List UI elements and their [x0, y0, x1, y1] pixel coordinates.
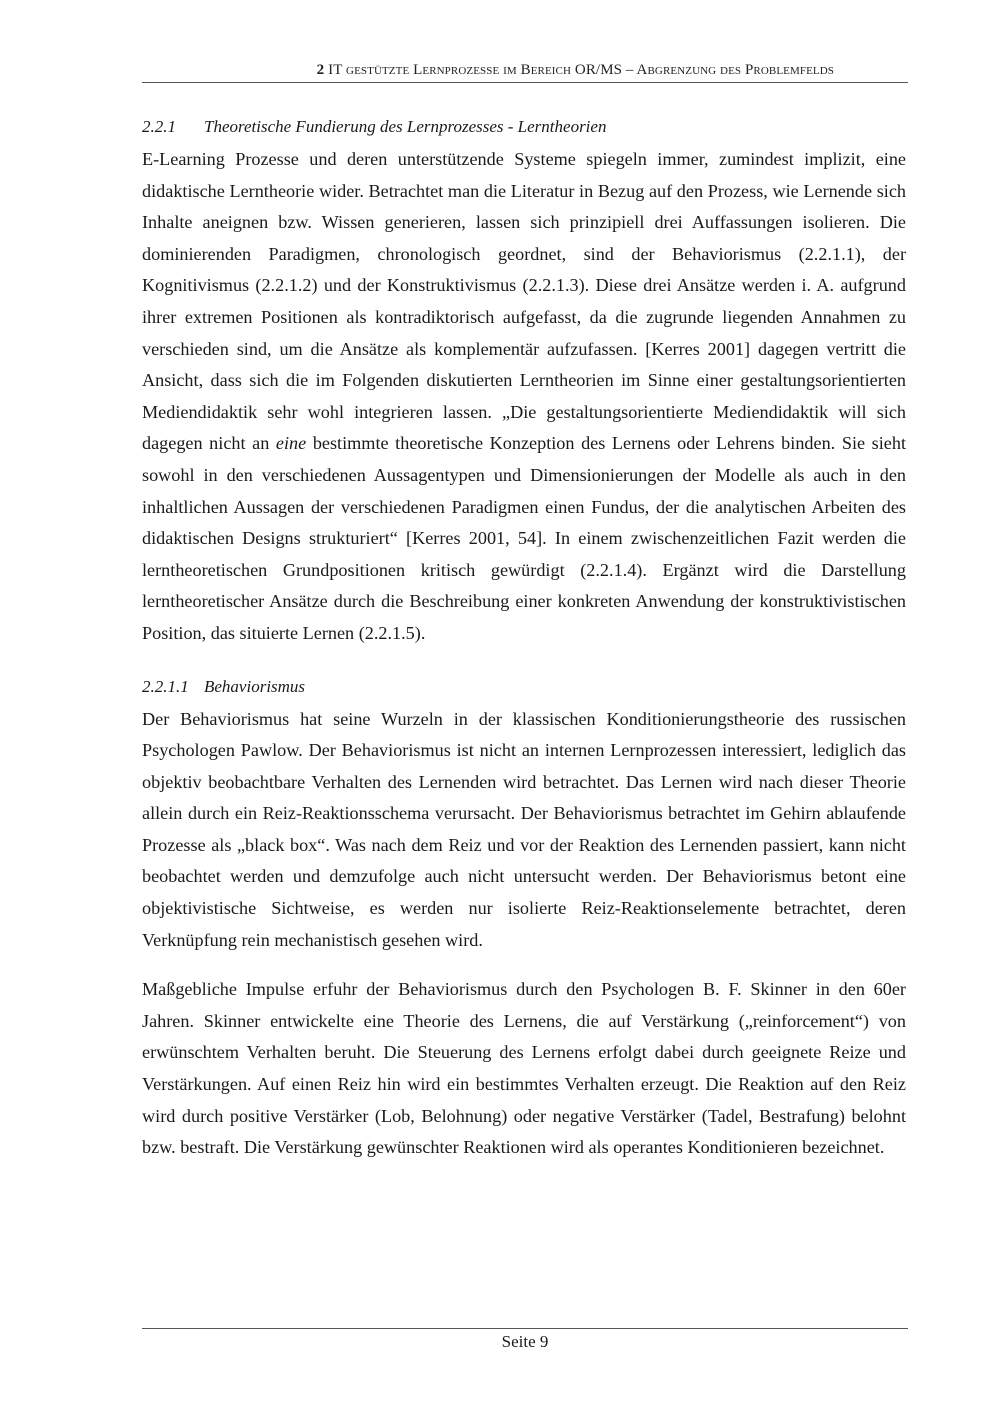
intro-paragraph-part1: E-Learning Prozesse und deren unterstützende Systeme spiegeln immer, zumindest implizit, eine didaktische Lerntheorie wider. Betrachtet man die Literatur in Bezug auf den Prozess, wie Lernende sich Inhalte aneignen bzw. Wissen generieren, lassen sich prinzipiell drei Auffassungen isolieren. Die dominierenden Paradigmen, chronologisch geordnet, sind der Behaviorismus (2.2.1.1), der Kognitivismus (2.2.1.2) und der Konstruktivismus (2.2.1.3). Diese drei Ansätze werden i. A. aufgrund ihrer extremen Positionen als kontradiktorisch aufgefasst, da die zugrunde liegenden Annahmen zu verschieden sind, um die Ansätze als komplementär aufzufassen. [Kerres 2001] dagegen vertritt die Ansicht, dass sich die im Folgenden diskutierten Lerntheorien im Sinne einer gestaltungsorientierten Mediendidaktik sehr wohl integrieren lassen. „Die gestaltungsorientierte Mediendidaktik will sich dagegen nicht an: [142, 149, 906, 454]
section-title: Theoretische Fundierung des Lernprozesses - Lerntheorien: [204, 117, 607, 136]
page-number: Seite 9: [501, 1332, 549, 1351]
section-heading-2-2-1: [142, 112, 906, 142]
chapter-number: 2: [316, 62, 325, 78]
intro-paragraph-part2: bestimmte theoretische Konzeption des Lernens oder Lehrens binden. Sie sieht sowohl in den verschiedenen Aussagentypen und Dimensionierungen der Modelle als auch in den inhaltlichen Aussagen der verschiedenen Paradigmen einen Fundus, der die analytischen Arbeiten des didaktischen Designs strukturiert“ [Kerres 2001, 54]. In einem zwischenzeitlichen Fazit werden die lerntheoretischen Grundpositionen kritisch gewürdigt (2.2.1.4). Ergänzt wird die Darstellung lerntheoretischer Ansätze durch die Beschreibung einer konkreten Anwendung der konstruktivistischen Position, das situierte Lernen (2.2.1.5).: [142, 433, 907, 643]
behaviorismus-paragraph-1: Der Behaviorismus hat seine Wurzeln in der klassischen Konditionierungstheorie des russischen Psychologen Pawlow. Der Behaviorismus ist nicht an internen Lernprozessen interessiert, lediglich das objektiv beobachtbare Verhalten des Lernenden wird betrachtet. Das Lernen wird nach dieser Theorie allein durch ein Reiz-Reaktionsschema verursacht. Der Behaviorismus betrachtet im Gehirn ablaufende Prozesse als „black box“. Was nach dem Reiz und vor der Reaktion des Lernenden passiert, kann nicht beobachtet werden und demzufolge auch nicht untersucht werden. Der Behaviorismus betont eine objektivistische Sichtweise, es werden nur isolierte Reiz-Reaktionselemente betrachtet, deren Verknüpfung rein mechanistisch gesehen wird.: [142, 708, 906, 950]
section-heading-2-2-1-1: [142, 672, 906, 702]
intro-paragraph: [142, 144, 906, 650]
spacer: [142, 956, 906, 974]
spacer: [142, 650, 906, 672]
section-number: 2.2.1: [142, 117, 176, 136]
header-rule: [142, 82, 908, 83]
running-title: IT gestützte Lernprozesse im Bereich OR/MS – Abgrenzung des Problemfelds: [328, 62, 834, 78]
subsection-title: Behaviorismus: [204, 676, 306, 696]
running-header: [142, 62, 834, 79]
behaviorismus-paragraph-2: Maßgebliche Impulse erfuhr der Behaviorismus durch den Psychologen B. F. Skinner in den 60er Jahren. Skinner entwickelte eine Theorie des Lernens, die auf Verstärkung („reinforcement“) von erwünschtem Verhalten beruht. Die Steuerung des Lernens erfolgt dabei durch geeignete Reize und Verstärkungen. Auf einen Reiz hin wird ein bestimmtes Verhalten erzeugt. Die Reaktion auf den Reiz wird durch positive Verstärker (Lob, Belohnung) oder negative Verstärker (Tadel, Bestrafung) belohnt bzw. bestraft. Die Verstärkung gewünschter Reaktionen wird als operantes Konditionieren bezeichnet.: [142, 979, 906, 1158]
footer-rule: [142, 1328, 908, 1329]
subsection-number: 2.2.1.1: [142, 676, 189, 696]
main-content: [142, 112, 906, 1164]
intro-paragraph-emphasis: eine: [275, 433, 307, 454]
